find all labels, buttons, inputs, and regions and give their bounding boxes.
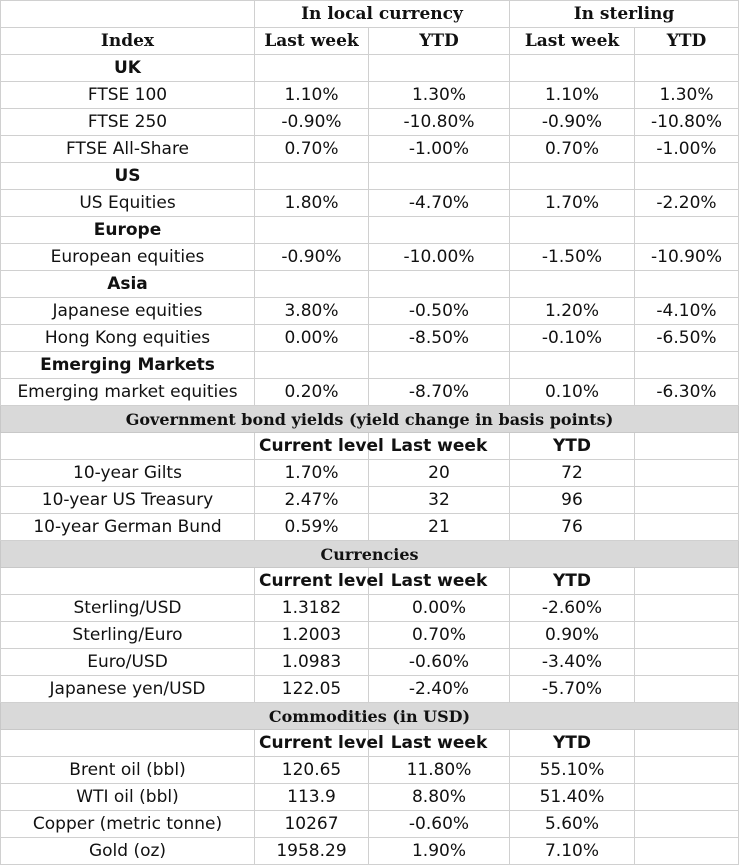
index-name: Japanese equities — [1, 298, 255, 325]
commodity-name: Copper (metric tonne) — [1, 811, 255, 838]
sterling-last-week-value: 0.10% — [510, 379, 635, 406]
local-ytd-value: -4.70% — [369, 190, 510, 217]
current-level-header: Current level — [255, 433, 369, 460]
current-level-header: Current level — [255, 730, 369, 757]
sterling-ytd-value: -10.80% — [635, 109, 739, 136]
group-label-asia: Asia — [1, 271, 255, 298]
local-last-week-value: -0.90% — [255, 109, 369, 136]
sterling-last-week-value: -0.90% — [510, 109, 635, 136]
group-row-us — [1, 163, 739, 190]
last-week-value: 11.80% — [369, 757, 510, 784]
last-week-value: 8.80% — [369, 784, 510, 811]
currency-pair: Sterling/USD — [1, 595, 255, 622]
currency-pair: Japanese yen/USD — [1, 676, 255, 703]
table-row — [1, 757, 739, 784]
sterling-last-week-value: 1.70% — [510, 190, 635, 217]
index-name: Hong Kong equities — [1, 325, 255, 352]
current-level-value: 120.65 — [255, 757, 369, 784]
ytd-value: -3.40% — [510, 649, 635, 676]
current-level-value: 113.9 — [255, 784, 369, 811]
ytd-header: YTD — [510, 433, 635, 460]
table-row — [1, 676, 739, 703]
local-ytd-value: -10.80% — [369, 109, 510, 136]
index-name: FTSE 100 — [1, 82, 255, 109]
section-band-bonds — [1, 406, 739, 433]
ytd-value: 55.10% — [510, 757, 635, 784]
table-row — [1, 595, 739, 622]
sterling-ytd-value: -6.30% — [635, 379, 739, 406]
ytd-header: YTD — [510, 730, 635, 757]
section-title-commodities: Commodities (in USD) — [1, 703, 739, 730]
last-week-value: 0.00% — [369, 595, 510, 622]
current-level-value: 1.2003 — [255, 622, 369, 649]
sterling-last-week-value: -0.10% — [510, 325, 635, 352]
ytd-value: 5.60% — [510, 811, 635, 838]
currency-pair: Sterling/Euro — [1, 622, 255, 649]
table-row — [1, 784, 739, 811]
sterling-last-week-value: 1.20% — [510, 298, 635, 325]
local-last-week-value: 3.80% — [255, 298, 369, 325]
local-last-week-value: -0.90% — [255, 244, 369, 271]
local-ytd-value: -10.00% — [369, 244, 510, 271]
section-band-currencies — [1, 541, 739, 568]
current-level-value: 2.47% — [255, 487, 369, 514]
local-last-week-header: Last week — [255, 28, 369, 55]
currency-group-header-row — [1, 1, 739, 28]
table-row — [1, 190, 739, 217]
local-ytd-value: -0.50% — [369, 298, 510, 325]
commodity-name: Brent oil (bbl) — [1, 757, 255, 784]
sterling-ytd-value: 1.30% — [635, 82, 739, 109]
local-last-week-value: 0.00% — [255, 325, 369, 352]
bond-name: 10-year US Treasury — [1, 487, 255, 514]
currency-pair: Euro/USD — [1, 649, 255, 676]
current-level-value: 1958.29 — [255, 838, 369, 865]
last-week-header: Last week — [369, 730, 510, 757]
ytd-value: 76 — [510, 514, 635, 541]
current-level-header: Current level — [255, 568, 369, 595]
table-row — [1, 298, 739, 325]
group-row-uk — [1, 55, 739, 82]
last-week-value: 20 — [369, 460, 510, 487]
last-week-value: -2.40% — [369, 676, 510, 703]
last-week-value: -0.60% — [369, 649, 510, 676]
sterling-ytd-value: -4.10% — [635, 298, 739, 325]
sterling-last-week-value: 0.70% — [510, 136, 635, 163]
table-row — [1, 379, 739, 406]
index-name: FTSE All-Share — [1, 136, 255, 163]
index-header: Index — [1, 28, 255, 55]
current-level-value: 1.70% — [255, 460, 369, 487]
section-title-bonds: Government bond yields (yield change in basis points) — [1, 406, 739, 433]
sterling-header: In sterling — [510, 1, 739, 28]
local-last-week-value: 0.70% — [255, 136, 369, 163]
local-ytd-header: YTD — [369, 28, 510, 55]
bond-name: 10-year Gilts — [1, 460, 255, 487]
table-row — [1, 109, 739, 136]
current-level-value: 1.0983 — [255, 649, 369, 676]
local-currency-header: In local currency — [255, 1, 510, 28]
table-row — [1, 487, 739, 514]
section-band-commodities — [1, 703, 739, 730]
ytd-value: 51.40% — [510, 784, 635, 811]
sterling-ytd-value: -10.90% — [635, 244, 739, 271]
table-row — [1, 622, 739, 649]
sterling-ytd-value: -2.20% — [635, 190, 739, 217]
last-week-value: 21 — [369, 514, 510, 541]
last-week-value: 1.90% — [369, 838, 510, 865]
last-week-header: Last week — [369, 568, 510, 595]
ytd-value: -5.70% — [510, 676, 635, 703]
ytd-value: 7.10% — [510, 838, 635, 865]
sterling-last-week-value: 1.10% — [510, 82, 635, 109]
group-row-asia — [1, 271, 739, 298]
group-label-emerging-markets: Emerging Markets — [1, 352, 255, 379]
ytd-header: YTD — [510, 568, 635, 595]
index-name: European equities — [1, 244, 255, 271]
local-last-week-value: 1.10% — [255, 82, 369, 109]
bond-name: 10-year German Bund — [1, 514, 255, 541]
sterling-ytd-value: -1.00% — [635, 136, 739, 163]
table-row — [1, 325, 739, 352]
last-week-header: Last week — [369, 433, 510, 460]
local-last-week-value: 1.80% — [255, 190, 369, 217]
bonds-column-header-row — [1, 433, 739, 460]
commodity-name: WTI oil (bbl) — [1, 784, 255, 811]
commodities-column-header-row — [1, 730, 739, 757]
table-row — [1, 649, 739, 676]
group-label-uk: UK — [1, 55, 255, 82]
table-row — [1, 838, 739, 865]
sterling-ytd-value: -6.50% — [635, 325, 739, 352]
ytd-value: -2.60% — [510, 595, 635, 622]
index-name: FTSE 250 — [1, 109, 255, 136]
local-ytd-value: 1.30% — [369, 82, 510, 109]
group-row-emerging-markets — [1, 352, 739, 379]
last-week-value: 0.70% — [369, 622, 510, 649]
currencies-column-header-row — [1, 568, 739, 595]
current-level-value: 122.05 — [255, 676, 369, 703]
current-level-value: 0.59% — [255, 514, 369, 541]
local-ytd-value: -1.00% — [369, 136, 510, 163]
table-row — [1, 514, 739, 541]
group-label-europe: Europe — [1, 217, 255, 244]
local-ytd-value: -8.70% — [369, 379, 510, 406]
table-row — [1, 82, 739, 109]
commodity-name: Gold (oz) — [1, 838, 255, 865]
index-name: US Equities — [1, 190, 255, 217]
section-title-currencies: Currencies — [1, 541, 739, 568]
ytd-value: 0.90% — [510, 622, 635, 649]
table-row — [1, 136, 739, 163]
table-row — [1, 811, 739, 838]
sterling-ytd-header: YTD — [635, 28, 739, 55]
last-week-value: -0.60% — [369, 811, 510, 838]
index-name: Emerging market equities — [1, 379, 255, 406]
ytd-value: 72 — [510, 460, 635, 487]
sterling-last-week-value: -1.50% — [510, 244, 635, 271]
last-week-value: 32 — [369, 487, 510, 514]
column-header-row — [1, 28, 739, 55]
sterling-last-week-header: Last week — [510, 28, 635, 55]
group-row-europe — [1, 217, 739, 244]
group-label-us: US — [1, 163, 255, 190]
local-ytd-value: -8.50% — [369, 325, 510, 352]
current-level-value: 1.3182 — [255, 595, 369, 622]
corner-cell — [1, 1, 255, 28]
table-row — [1, 460, 739, 487]
current-level-value: 10267 — [255, 811, 369, 838]
local-last-week-value: 0.20% — [255, 379, 369, 406]
ytd-value: 96 — [510, 487, 635, 514]
table-row — [1, 244, 739, 271]
